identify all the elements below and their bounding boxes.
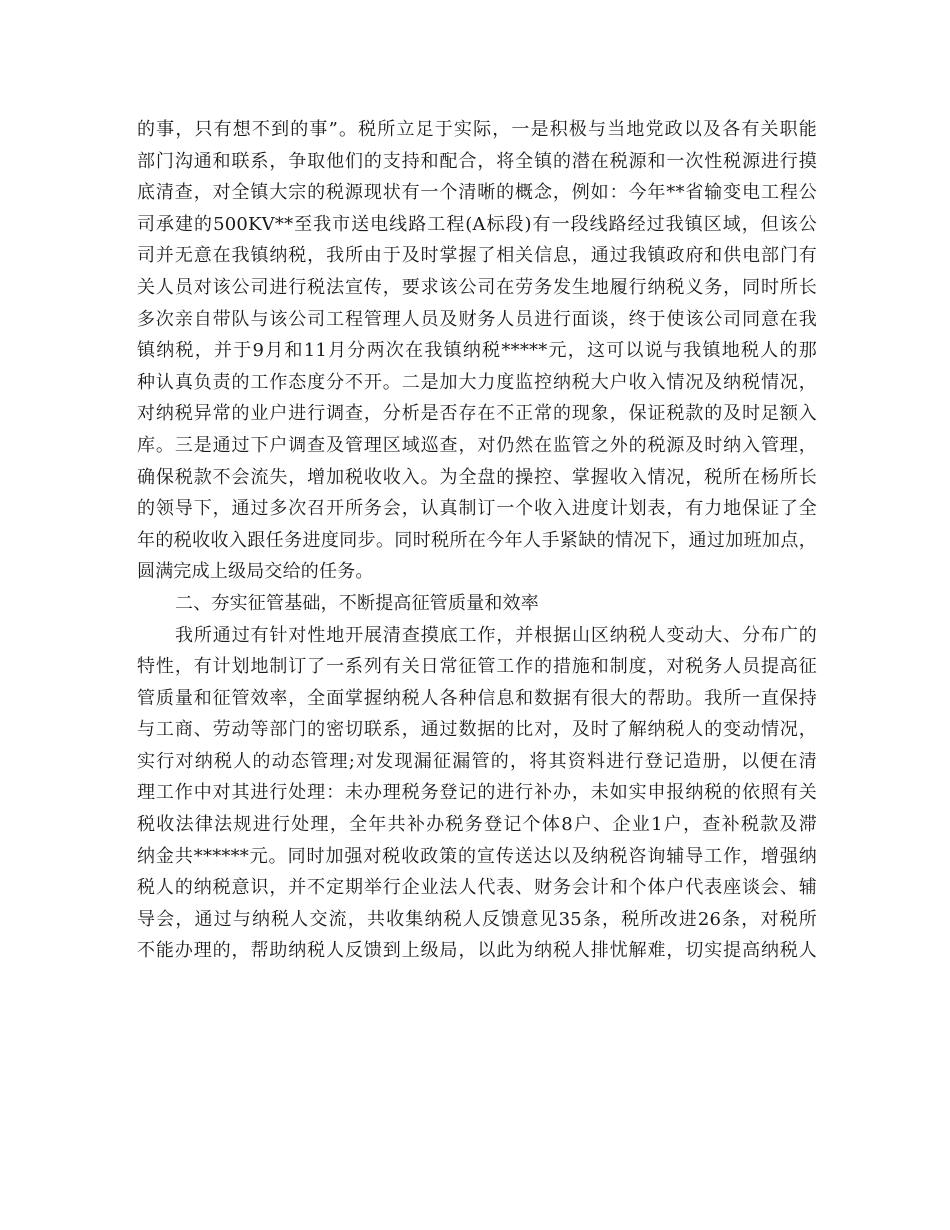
document-body	[137, 114, 817, 967]
text-line: 年的税收收入跟任务进度同步。同时税所在今年人手紧缺的情况下，通过加班加点，	[137, 529, 817, 551]
text-line: 部门沟通和联系，争取他们的支持和配合，将全镇的潜在税源和一次性税源进行摸	[137, 150, 817, 172]
text-line: 税人的纳税意识，并不定期举行企业法人代表、财务会计和个体户代表座谈会、辅	[137, 877, 817, 899]
text-line-paragraph-end: 圆满完成上级局交给的任务。	[137, 561, 374, 583]
text-line: 税收法律法规进行处理，全年共补办税务登记个体8户、企业1户，查补税款及滞	[137, 814, 817, 836]
text-line: 的领导下，通过多次召开所务会，认真制订一个收入进度计划表，有力地保证了全	[137, 498, 817, 520]
text-line: 实行对纳税人的动态管理;对发现漏征漏管的，将其资料进行登记造册，以便在清	[137, 750, 817, 772]
text-line: 司承建的500KV**至我市送电线路工程(A标段)有一段线路经过我镇区域，但该公	[137, 213, 817, 235]
text-line: 管质量和征管效率，全面掌握纳税人各种信息和数据有很大的帮助。我所一直保持	[137, 687, 817, 709]
text-line: 不能办理的，帮助纳税人反馈到上级局，以此为纳税人排忧解难，切实提高纳税人	[137, 940, 817, 962]
text-line: 对纳税异常的业户进行调查，分析是否存在不正常的现象，保证税款的及时足额入	[137, 403, 817, 425]
text-line: 确保税款不会流失，增加税收收入。为全盘的操控、掌握收入情况，税所在杨所长	[137, 466, 817, 488]
text-line: 的事，只有想不到的事”。税所立足于实际，一是积极与当地党政以及各有关职能	[137, 119, 817, 140]
text-line: 与工商、劳动等部门的密切联系，通过数据的比对，及时了解纳税人的变动情况，	[137, 719, 817, 741]
text-line-paragraph-start: 我所通过有针对性地开展清查摸底工作，并根据山区纳税人变动大、分布广的	[175, 624, 817, 646]
text-line: 多次亲自带队与该公司工程管理人员及财务人员进行面谈，终于使该公司同意在我	[137, 308, 817, 330]
text-line: 底清查，对全镇大宗的税源现状有一个清晰的概念，例如：今年**省输变电工程公	[137, 182, 817, 204]
text-line: 镇纳税，并于9月和11月分两次在我镇纳税*****元，这可以说与我镇地税人的那	[137, 340, 817, 362]
text-line: 纳金共******元。同时加强对税收政策的宣传送达以及纳税咨询辅导工作，增强纳	[137, 845, 817, 867]
text-line: 特性，有计划地制订了一系列有关日常征管工作的措施和制度，对税务人员提高征	[137, 656, 817, 678]
text-line: 理工作中对其进行处理：未办理税务登记的进行补办，未如实申报纳税的依照有关	[137, 782, 817, 804]
section-heading: 二、夯实征管基础，不断提高征管质量和效率	[175, 592, 539, 614]
text-line: 种认真负责的工作态度分不开。二是加大力度监控纳税大户收入情况及纳税情况，	[137, 371, 817, 393]
text-line: 库。三是通过下户调查及管理区域巡查，对仍然在监管之外的税源及时纳入管理，	[137, 434, 817, 456]
text-line: 司并无意在我镇纳税，我所由于及时掌握了相关信息，通过我镇政府和供电部门有	[137, 245, 817, 267]
text-line: 导会，通过与纳税人交流，共收集纳税人反馈意见35条，税所改进26条，对税所	[137, 908, 817, 930]
text-line: 关人员对该公司进行税法宣传，要求该公司在劳务发生地履行纳税义务，同时所长	[137, 276, 817, 298]
